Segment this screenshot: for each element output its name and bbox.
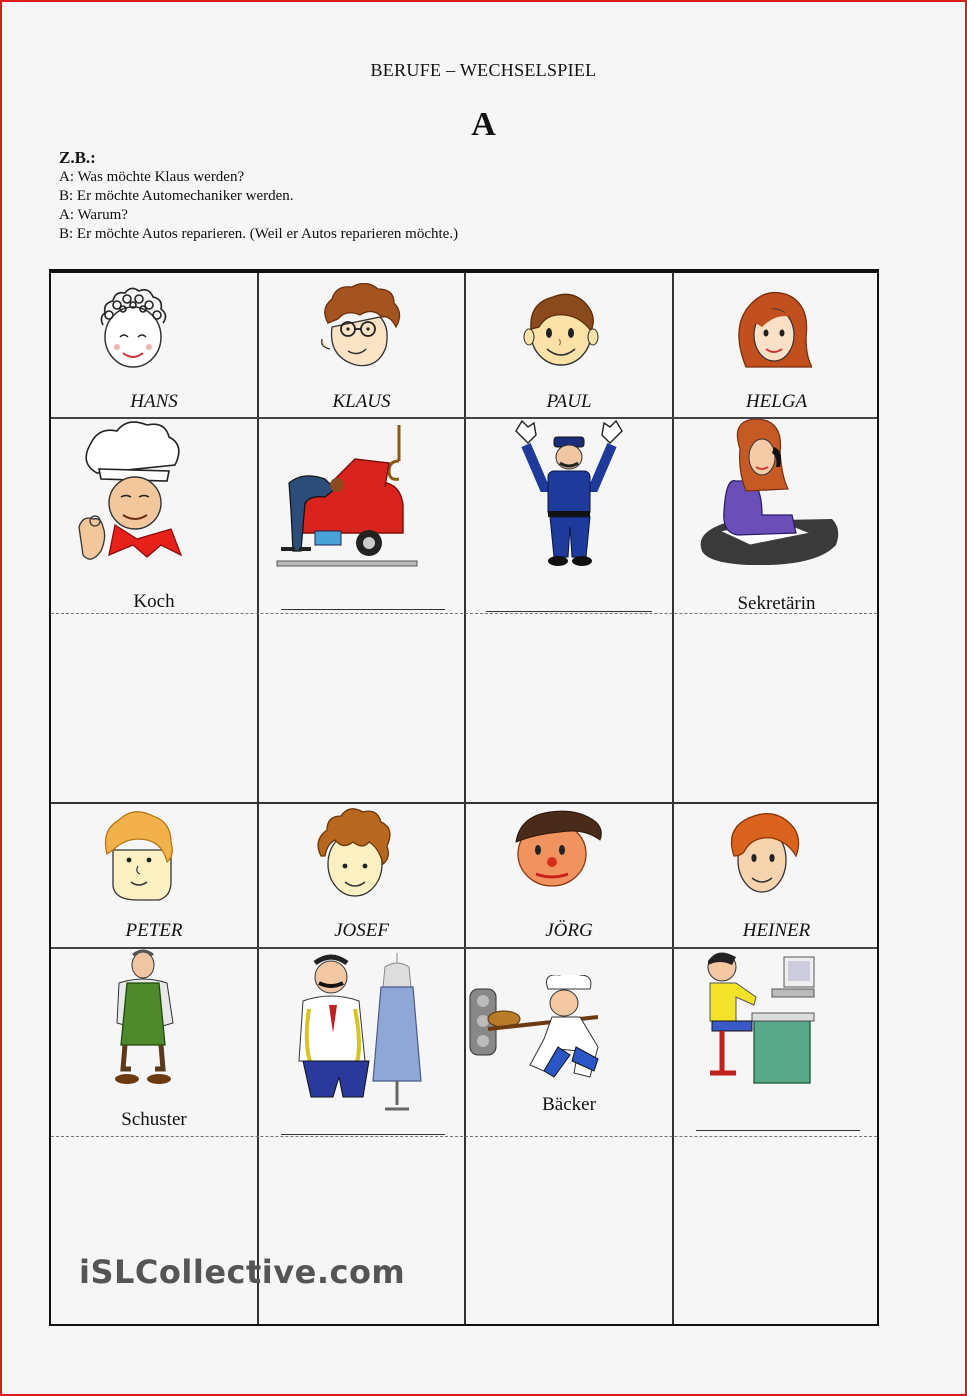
curly-boy-face-icon <box>93 285 173 375</box>
person-name: HEINER <box>742 920 811 941</box>
person-name: PETER <box>125 920 183 941</box>
profession-label: Koch <box>133 591 175 612</box>
version-letter: A <box>471 106 496 143</box>
grid-dashed-divider <box>51 1136 877 1137</box>
answer-blank[interactable] <box>281 609 445 610</box>
job-cell-heiner <box>674 949 879 1136</box>
person-cell-joerg <box>466 804 672 947</box>
person-name: HANS <box>130 391 178 412</box>
person-cell-peter <box>51 804 257 947</box>
police-officer-illustration-icon <box>510 419 628 573</box>
writing-area[interactable] <box>51 615 257 802</box>
example-label: Z.B.: <box>59 148 96 167</box>
example-line: B: Er möchte Autos reparieren. (Weil er Autos reparieren möchte.) <box>59 226 459 242</box>
profession-label: Bäcker <box>542 1094 596 1115</box>
computer-worker-illustration-icon <box>702 949 818 1087</box>
writing-area[interactable] <box>674 1138 879 1326</box>
answer-blank[interactable] <box>486 611 652 612</box>
writing-area[interactable] <box>466 615 672 802</box>
watermark-text: iSLCollective.com <box>79 1253 406 1291</box>
answer-blank[interactable] <box>696 1130 860 1131</box>
tailor-illustration-icon <box>285 949 423 1115</box>
secretary-on-phone-illustration-icon <box>690 419 840 565</box>
person-name: JÖRG <box>545 920 593 941</box>
person-cell-helga <box>674 273 879 417</box>
person-cell-paul <box>466 273 672 417</box>
person-cell-klaus <box>259 273 464 417</box>
writing-area[interactable] <box>466 1138 672 1326</box>
shoemaker-illustration-icon <box>105 949 183 1089</box>
writing-area[interactable] <box>259 1138 464 1326</box>
writing-area[interactable] <box>259 615 464 802</box>
job-cell-helga <box>674 419 879 613</box>
person-name: JOSEF <box>334 920 389 941</box>
brown-curly-man-face-icon <box>313 806 395 902</box>
job-cell-baecker <box>466 949 672 1136</box>
person-cell-josef <box>259 804 464 947</box>
profession-label: Sekretärin <box>737 593 816 614</box>
glasses-man-face-icon <box>314 283 404 375</box>
blond-man-face-icon <box>101 810 175 902</box>
answer-blank[interactable] <box>281 1134 445 1135</box>
job-cell-koch <box>51 419 257 613</box>
profession-label: Schuster <box>121 1109 187 1130</box>
car-mechanic-illustration-icon <box>275 423 419 567</box>
worksheet-title: BERUFE – WECHSELSPIEL <box>370 60 597 80</box>
person-name: KLAUS <box>332 391 391 412</box>
red-hair-woman-face-icon <box>732 285 812 373</box>
example-dialogue <box>59 148 458 244</box>
professions-grid <box>49 269 879 1326</box>
person-name: HELGA <box>745 391 808 412</box>
baker-illustration-icon <box>466 975 642 1083</box>
job-cell-klaus <box>259 419 464 613</box>
chef-illustration-icon <box>75 421 187 569</box>
writing-area[interactable] <box>674 615 879 802</box>
job-cell-schuster <box>51 949 257 1136</box>
job-cell-josef <box>259 949 464 1136</box>
example-line: A: Warum? <box>59 207 128 223</box>
ginger-man-face-icon <box>724 808 802 898</box>
person-name: PAUL <box>546 391 592 412</box>
cartoon-boy-face-icon <box>512 806 604 892</box>
job-cell-paul <box>466 419 672 613</box>
writing-area[interactable] <box>51 1138 257 1326</box>
person-cell-heiner <box>674 804 879 947</box>
example-line: A: Was möchte Klaus werden? <box>59 169 245 185</box>
person-cell-hans <box>51 273 257 417</box>
example-line: B: Er möchte Automechaniker werden. <box>59 188 294 204</box>
smiling-boy-face-icon <box>521 285 601 371</box>
